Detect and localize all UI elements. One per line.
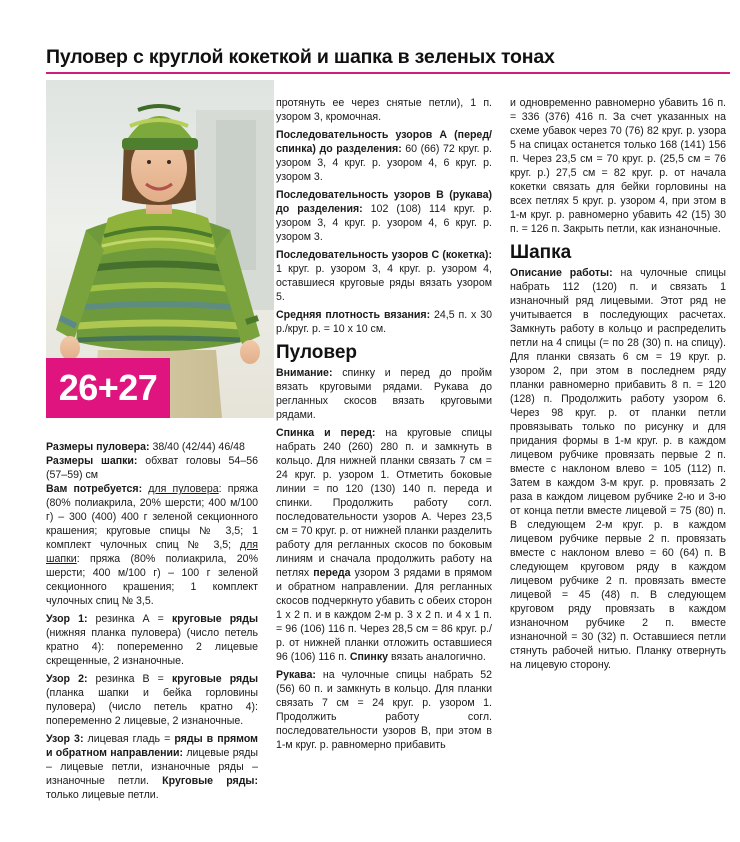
- pattern-3-c: лицевые ряды – лицевые петли, изнаночные ряды – изнаночные петли.: [46, 747, 258, 787]
- column-1: [46, 440, 258, 802]
- pattern-number-badge: 26+27: [46, 358, 170, 418]
- sizes-pullover-text: 38/40 (42/44) 46/48: [149, 441, 245, 453]
- section-heading-pullover: Пуловер: [276, 342, 358, 363]
- sequence-b-text: 102 (108) 114 круг. р. узором 3, 4 круг. р. узором 4, 6 круг. р. узором 3.: [276, 203, 492, 243]
- back-front-text-2: узором 3 рядами в прямом и обратном направлении. Для регланных скосов подчеркнуто убавить с обеих сторон 1 х 2 п. и в каждом 2-м р. 3 х 2 п. и 4 х 1 п. = 96 (106) 116 п. Через 28,5 см = 86 круг. р./р. от нижней планки отложить оставшиеся 96 (106) 116 п.: [276, 567, 492, 663]
- col3-continuation: и одновременно равномерно убавить 16 п. = 336 (376) 416 п. За счет указанных на схеме убавок через 70 (76) 82 круг. р. узора 5 на спицах останется только 168 (141) 156 п. Через 23,5 см = 70 круг. р. (25,5 см = 76 круг. р.) 27,5 см = 82 круг. р. от начала кокетки связать для бейки горловины на всех петлях 5 круг. р. узором 4, при этом в 1-м круг. р. равномерно убавить 42 (15) 30 п. = 126 п. Закрыть петли, как изнаночные.: [510, 97, 726, 235]
- sequence-a: [276, 128, 492, 184]
- sleeves-text: на чулочные спицы набрать 52 (56) 60 п. и замкнуть в кольцо. Для планки связать 7 см = 24 круг. р. узором 1. Продолжить работу согл. последовательности узоров В, при этом в 1-м круг. р. равномерно прибавить: [276, 669, 492, 751]
- pattern-2-a: резинка В =: [87, 673, 172, 685]
- pattern-3-a: лицевая гладь =: [83, 733, 175, 745]
- pullover-note-text: спинку и перед до пройм вязать круговыми рядами. Рукава до регланных скосов вязать круговыми рядами.: [276, 367, 492, 421]
- pattern-1-a: резинка А =: [87, 613, 172, 625]
- pattern-2-b: круговые ряды: [171, 673, 259, 685]
- pattern-3-b: ряды в прямом и обратном направлении:: [46, 733, 258, 759]
- density-label: Средняя плотность вязания:: [276, 309, 431, 321]
- col2-intro: протянуть ее через снятые петли), 1 п. узором 3, кромочная.: [276, 97, 492, 123]
- column-2: [276, 96, 492, 752]
- materials-label: Вам потребуется:: [46, 483, 143, 495]
- back-front-bold-2: Спинку: [349, 651, 389, 663]
- pattern-3-e: только лицевые петли.: [46, 789, 159, 801]
- title-divider: [46, 72, 730, 74]
- back-front: [276, 426, 492, 664]
- sequence-a-label: Последовательность узоров А (перед/спинка) до разделения:: [276, 129, 492, 155]
- pattern-1-c: (нижняя планка пуловера) (число петель кратно 4): попеременно 2 лицевые скрещенные, 2 изнаночные.: [46, 627, 258, 667]
- sequence-b: [276, 188, 492, 244]
- pattern-1-label: Узор 1:: [46, 613, 88, 625]
- hat-description: [510, 266, 726, 672]
- pattern-2-label: Узор 2:: [46, 673, 88, 685]
- pattern-1-b: круговые ряды: [171, 613, 259, 625]
- pattern-1: [46, 612, 258, 668]
- sizes-pullover-label: Размеры пуловера:: [46, 441, 150, 453]
- back-front-text-1: на круговые спицы набрать 240 (260) 280 п. и замкнуть в кольцо. Для нижней планки связать 7 см = 24 круг. р. узором 1. Отметить боковые линии = по 120 (130) 140 п. переда и спинки. Продолжить работу согл. последовательности узоров А. Через 23,5 см = 70 круг. р. от нижней планки разделить работу для регланных скосов по боковым линиям и сначала продолжить работу на петлях: [276, 427, 492, 579]
- sequence-a-text: 60 (66) 72 круг. р. узором 3, 4 круг. р. узором 4, 6 круг. р. узором 3.: [276, 143, 492, 183]
- sequence-c-text: 1 круг. р. узором 3, 4 круг. р. узором 4, оставшиеся круговые ряды вязать узором 5.: [276, 263, 492, 303]
- materials-pullover-text: : пряжа (80% полиакрила, 20% шерсти; 400 м/100 г) – 300 (400) 400 г зеленой секционного крашения; круговые спицы № 3,5; 1 комплект чулочных спиц № 3,5;: [46, 483, 258, 551]
- back-front-text-3: вязать аналогично.: [388, 651, 486, 663]
- sleeves-label: Рукава:: [276, 669, 316, 681]
- section-heading-hat: Шапка: [510, 242, 572, 263]
- pattern-3: [46, 732, 258, 802]
- density: [276, 308, 492, 336]
- materials-hat-link: для шапки: [46, 539, 258, 565]
- hat-description-text: на чулочные спицы набрать 112 (120) п. и связать 1 изнаночный ряд лицевыми. Этот ряд не учитывается в последующих расчетах. Замкнуть работу в кольцо и распределить петли на 4 спицы (= по 28 (30) п. на спицу). Для планки связать 6 см = 19 круг. р. узором 2, при этом в последнем ряду планки равномерно прибавить 8 п. = 120 (128) п. Продолжить работу узором 6. Через 98 круг. р. от планки петли провязывать только по рисунку и для придания формы в 1-м круг. р. в каждом лицевом рубчике провязать первые 2 п. вместе с наклоном влево = 105 (112) п. Затем в каждом 3-м круг. р. провязать 2 раза в каждом лицевом рубчике 2-ю и 3-ю от конца петли вместе лицевой = 75 (80) п. В следующем 2-м круг. р. в каждом лицевом рубчике первые 2 п. провязать вместе с наклоном влево = 60 (64) п. В следующем круговом ряду в каждом лицевом рубчике 2 п. провязать вместе лицевой = 45 (48) п. В следующем круговом ряду провязать в каждом изнаночном рубчике 2 п. вместе изнаночной = 30 (32) п. Оставшиеся петли стянуть рабочей нитью. Планку отвернуть на лицевую сторону.: [510, 267, 726, 671]
- pullover-note: [276, 366, 492, 422]
- sizes-hat-text: обхват головы 54–56 (57–59) см: [46, 455, 258, 481]
- materials-pullover-link: для пуловера: [148, 483, 219, 495]
- sequence-b-label: Последовательность узоров В (рукава) до разделения:: [276, 189, 492, 215]
- hat-description-label: Описание работы:: [510, 267, 613, 279]
- sizes-hat: [46, 454, 258, 482]
- back-front-bold: переда: [313, 567, 351, 579]
- sizes-pullover: [46, 440, 258, 454]
- pattern-3-label: Узор 3:: [46, 733, 84, 745]
- density-text: 24,5 п. х 30 р./круг. р. = 10 х 10 см.: [276, 309, 492, 335]
- sizes-hat-label: Размеры шапки:: [46, 455, 138, 467]
- back-front-label: Спинка и перед:: [276, 427, 376, 439]
- pattern-2: [46, 672, 258, 728]
- pattern-2-c: (планка шапки и бейка горловины пуловера) (число петель кратно 4): попеременно 2 лицевые, 2 изнаночные.: [46, 687, 258, 727]
- sequence-c: [276, 248, 492, 304]
- materials-hat-text: : пряжа (80% полиакрила, 20% шерсти; 400 м/100 г) – 100 г зеленой секционного крашения; 1 комплект чулочных спиц № 3,5.: [46, 553, 258, 607]
- column-3: [510, 96, 726, 672]
- sleeves: [276, 668, 492, 752]
- pattern-3-d: Круговые ряды:: [162, 775, 259, 787]
- page-title: Пуловер с круглой кокеткой и шапка в зеленых тонах: [46, 46, 555, 68]
- pullover-note-label: Внимание:: [276, 367, 333, 379]
- materials: [46, 482, 258, 608]
- sequence-c-label: Последовательность узоров С (кокетка):: [276, 249, 492, 261]
